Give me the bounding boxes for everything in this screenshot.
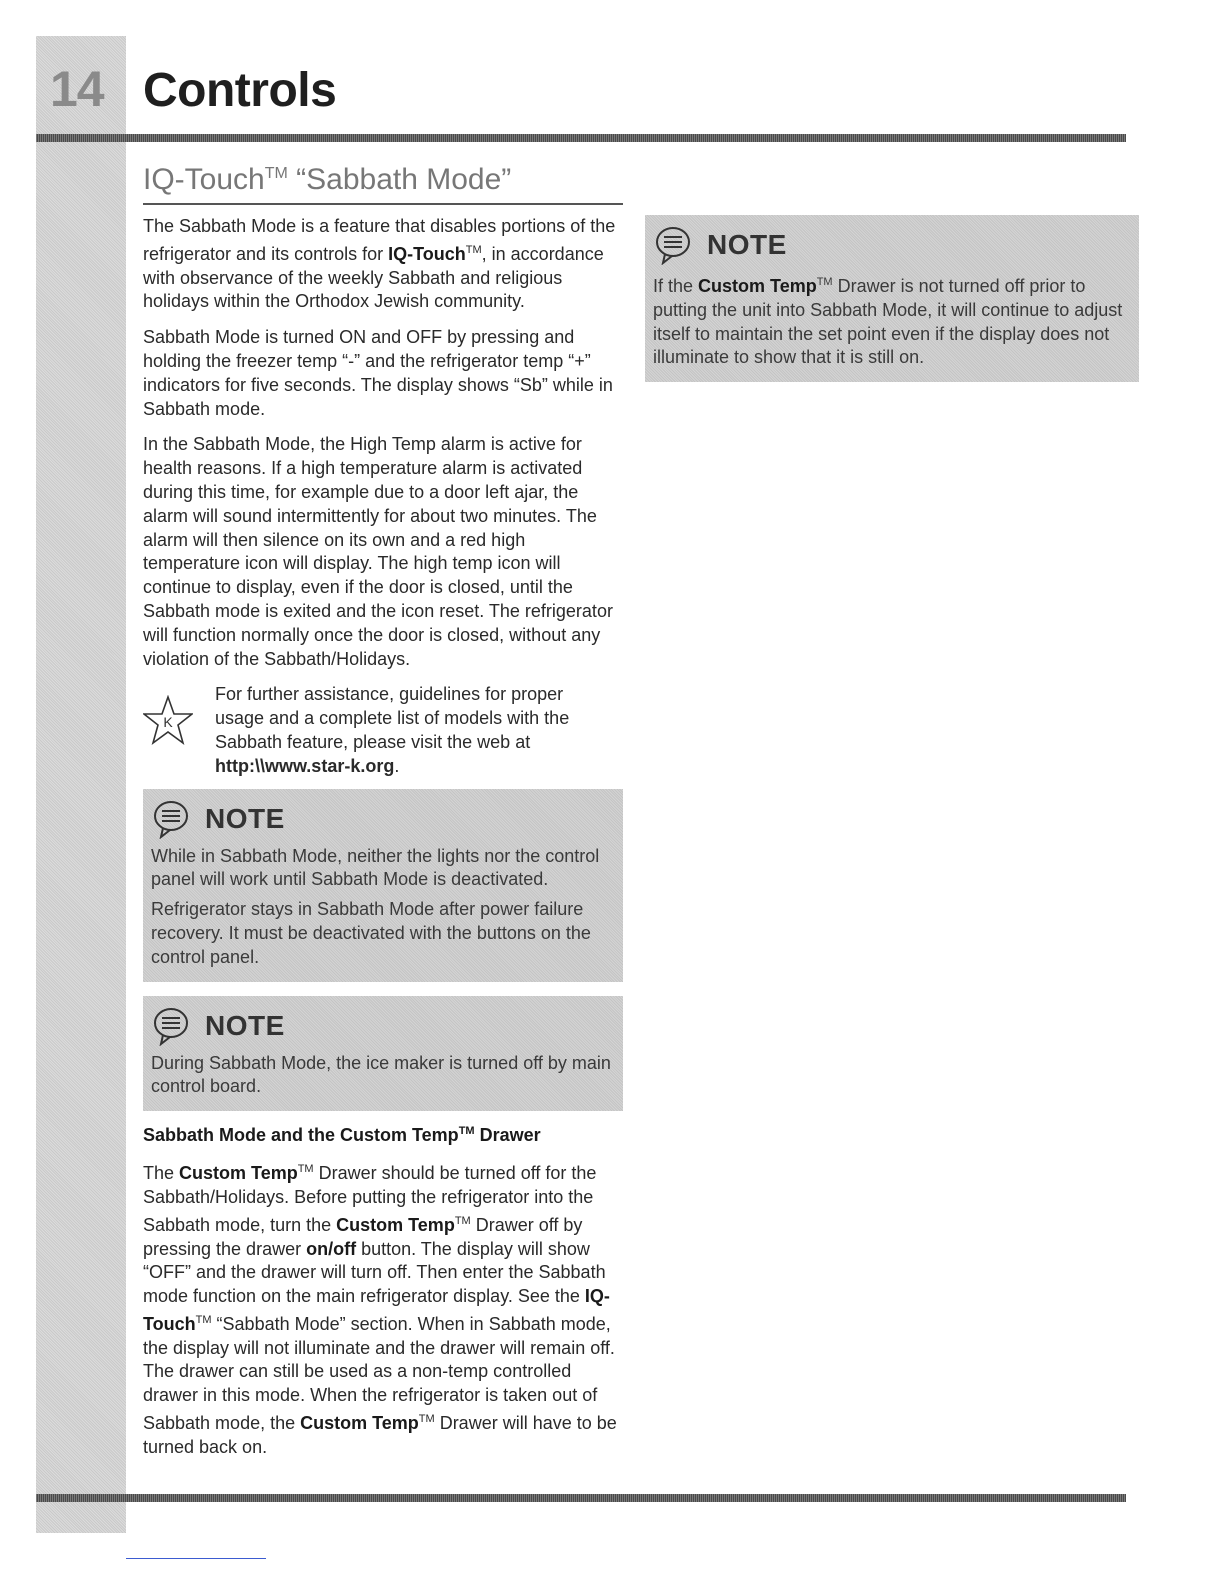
sub-heading: IQ-Touch™ “Sabbath Mode” [143,163,623,205]
note-speech-bubble-icon [151,1006,191,1046]
note-text: During Sabbath Mode, the ice maker is turned off by main control board. [151,1052,611,1097]
bottom-link-underline [126,1558,266,1559]
star-k-link[interactable]: http:\\www.star-k.org [215,755,395,776]
top-divider [36,134,1126,142]
bottom-divider [36,1494,1126,1502]
left-column [143,215,623,1472]
drawer-paragraph: The Custom Temp™ Drawer should be turned off for the Sabbath/Holidays. Before putting the refrigerator into the Sabbath mode, turn the Custom Temp™ Drawer off by pressing the drawer on/off button. The display will show “OFF” and the drawer will turn off. Then enter the Sabbath mode function on the main refrigerator display. See the IQ-Touch™ “Sabbath Mode” section. When in Sabbath mode, the display will not illuminate and the drawer will remain off. The drawer can still be used as a non-temp controlled drawer in this mode. When the refrigerator is taken out of Sabbath mode, the Custom Temp™ Drawer will have to be turned back on. [143,1163,617,1457]
note-box-ice-maker [143,996,623,1112]
note-box-custom-temp [645,215,1139,382]
note-title: NOTE [707,229,787,260]
star-k-icon [143,683,215,750]
section-title: Controls [143,64,337,117]
tip-text: For further assistance, guidelines for proper usage and a complete list of models with the Sabbath feature, please visit the web at http:\\www.star-k.org. [215,684,570,776]
page-number: 14 [50,61,104,117]
note-speech-bubble-icon [151,799,191,839]
on-off-paragraph: Sabbath Mode is turned ON and OFF by pressing and holding the freezer temp “-” and the refrigerator temp “+” indicators for five seconds. The display shows “Sb” while in Sabbath mode. [143,327,613,419]
drawer-heading: Sabbath Mode and the Custom Temp™ Drawer [143,1125,541,1146]
note-speech-bubble-icon [653,225,693,265]
star-k-letter: K [163,714,173,731]
note-title: NOTE [205,1009,285,1041]
alarm-paragraph: In the Sabbath Mode, the High Temp alarm is active for health reasons. If a high temperature alarm is activated during this time, for example due to a door left ajar, the alarm will sound intermittently for about two minutes. The alarm will then silence on its own and a red high temperature icon will display. The high temp icon will continue to display, even if the door is closed, until the Sabbath mode is exited and the icon reset. The refrigerator will function normally once the door is closed, without any violation of the Sabbath/Holidays. [143,434,613,669]
note-box-lights [143,789,623,982]
note-text: Refrigerator stays in Sabbath Mode after power failure recovery. It must be deactivated with the buttons on the control panel. [151,899,591,967]
note-title: NOTE [205,802,285,834]
star-k-tip [143,683,623,778]
intro-paragraph: The Sabbath Mode is a feature that disables portions of the refrigerator and its controls for IQ-Touch™, in accordance with observance of the weekly Sabbath and religious holidays within the Orthodox Jewish community. [143,216,616,312]
note-text: While in Sabbath Mode, neither the lights nor the control panel will work until Sabbath Mode is deactivated. [151,845,600,890]
note-text: If the Custom Temp™ Drawer is not turned off prior to putting the unit into Sabbath Mode, it will continue to adjust itself to maintain the set point even if the display does not illuminate to show that it is still on. [653,276,1123,368]
side-strip [36,36,126,1533]
